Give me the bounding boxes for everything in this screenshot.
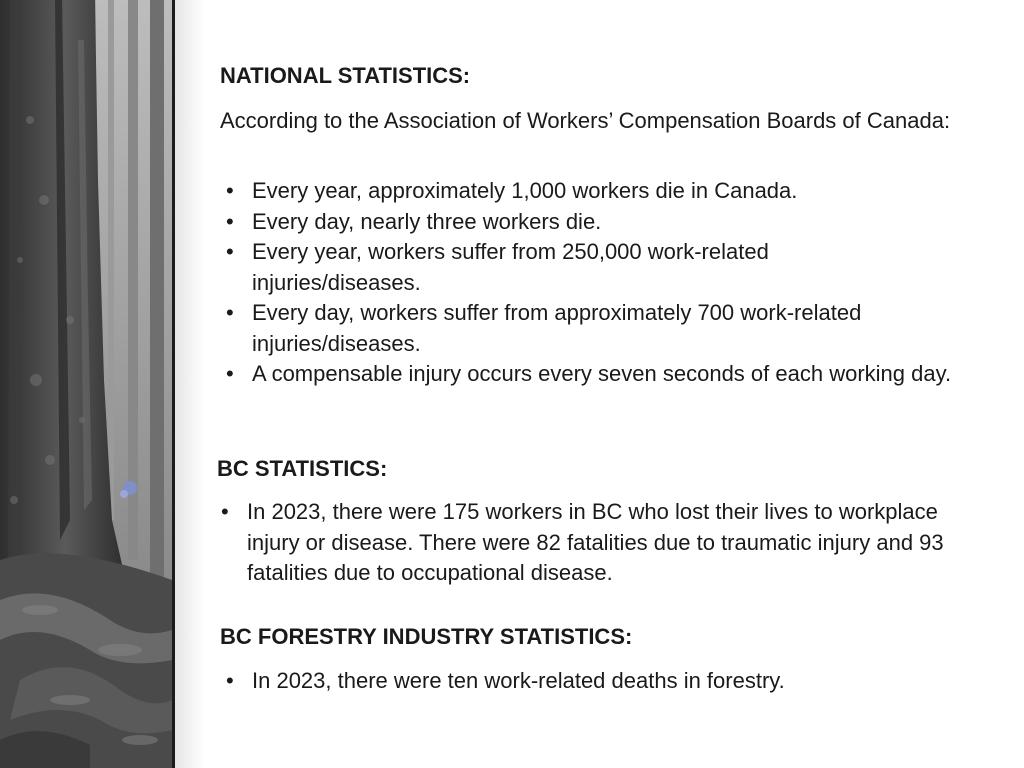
bc-forestry-statistics-heading: BC FORESTRY INDUSTRY STATISTICS: bbox=[220, 624, 633, 649]
forest-photo-icon bbox=[0, 0, 172, 768]
list-item: • In 2023, there were 175 workers in BC who lost their lives to workplace injury or disease. There were 82 fatalities due to traumatic injury and 93 fatalities due to occupational disease. bbox=[215, 497, 955, 589]
list-item: • Every day, workers suffer from approximately 700 work-related injuries/diseases. bbox=[220, 298, 980, 359]
list-item: • A compensable injury occurs every seven seconds of each working day. bbox=[220, 359, 952, 390]
list-item: • Every day, nearly three workers die. bbox=[220, 207, 980, 238]
national-intro: According to the Association of Workers’ Compensation Boards of Canada: bbox=[220, 108, 951, 133]
image-fade bbox=[175, 0, 205, 768]
bc-bullet-list bbox=[215, 497, 955, 589]
national-bullet-list bbox=[220, 176, 980, 390]
list-item: • Every year, approximately 1,000 workers die in Canada. bbox=[220, 176, 980, 207]
forestry-bullet-list bbox=[220, 666, 980, 697]
content bbox=[218, 0, 998, 768]
list-item: • Every year, workers suffer from 250,000 work-related injuries/diseases. bbox=[220, 237, 862, 298]
forest-illustration bbox=[0, 0, 172, 768]
list-item: • In 2023, there were ten work-related deaths in forestry. bbox=[220, 666, 980, 697]
national-statistics-heading: NATIONAL STATISTICS: bbox=[220, 63, 471, 88]
bc-statistics-heading: BC STATISTICS: bbox=[217, 456, 388, 481]
